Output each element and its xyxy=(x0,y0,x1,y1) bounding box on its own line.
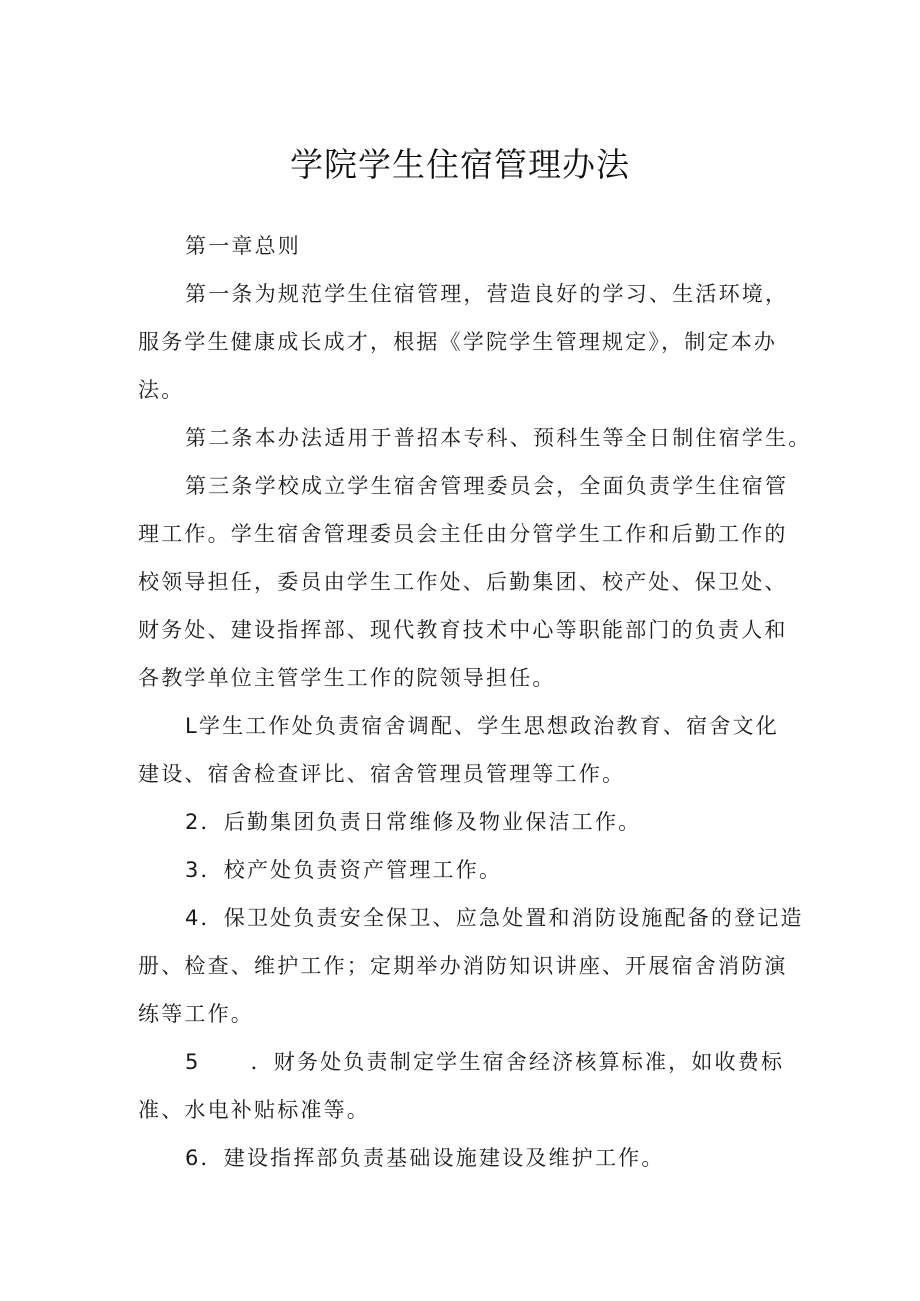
item-4-line-2: 册、检查、维护工作；定期举办消防知识讲座、开展宿舍消防演 xyxy=(138,954,788,978)
article-1-line-1: 第一条为规范学生住宿管理，营造良好的学习、生活环境， xyxy=(185,282,789,306)
article-3-line-3: 校领导担任，委员由学生工作处、后勤集团、校产处、保卫处、 xyxy=(138,570,788,594)
article-1-line-3: 法。 xyxy=(138,378,185,402)
item-6: 6．建设指挥部负责基础设施建设及维护工作。 xyxy=(185,1146,665,1170)
article-2: 第二条本办法适用于普招本专科、预科生等全日制住宿学生。 xyxy=(185,426,812,450)
item-4-line-1: 4．保卫处负责安全保卫、应急处置和消防设施配备的登记造 xyxy=(185,906,804,930)
item-5-text: ．财务处负责制定学生宿舍经济核算标准，如收费标 xyxy=(250,1050,785,1074)
item-5-line-2: 准、水电补贴标准等。 xyxy=(138,1098,370,1122)
article-1-line-2: 服务学生健康成长成才，根据《学院学生管理规定》，制定本办 xyxy=(138,330,778,354)
chapter-heading: 第一章总则 xyxy=(185,234,301,258)
item-5-number: 5 xyxy=(185,1050,201,1074)
item-1-line-1: L学生工作处负责宿舍调配、学生思想政治教育、宿舍文化 xyxy=(185,714,779,738)
item-2: 2．后勤集团负责日常维修及物业保洁工作。 xyxy=(185,810,642,834)
article-3-line-5: 各教学单位主管学生工作的院领导担任。 xyxy=(138,666,556,690)
article-3-line-4: 财务处、建设指挥部、现代教育技术中心等职能部门的负责人和 xyxy=(138,618,788,642)
article-3-line-2: 理工作。学生宿舍管理委员会主任由分管学生工作和后勤工作的 xyxy=(138,522,788,546)
item-5-line-1 xyxy=(138,1038,798,1086)
document-body xyxy=(138,222,812,1182)
article-3-line-1: 第三条学校成立学生宿舍管理委员会，全面负责学生住宿管 xyxy=(185,474,789,498)
item-4-line-3: 练等工作。 xyxy=(138,1002,254,1026)
document-title: 学院学生住宿管理办法 xyxy=(290,145,630,184)
item-1-line-2: 建设、宿舍检查评比、宿舍管理员管理等工作。 xyxy=(138,762,626,786)
item-3: 3．校产处负责资产管理工作。 xyxy=(185,858,503,882)
